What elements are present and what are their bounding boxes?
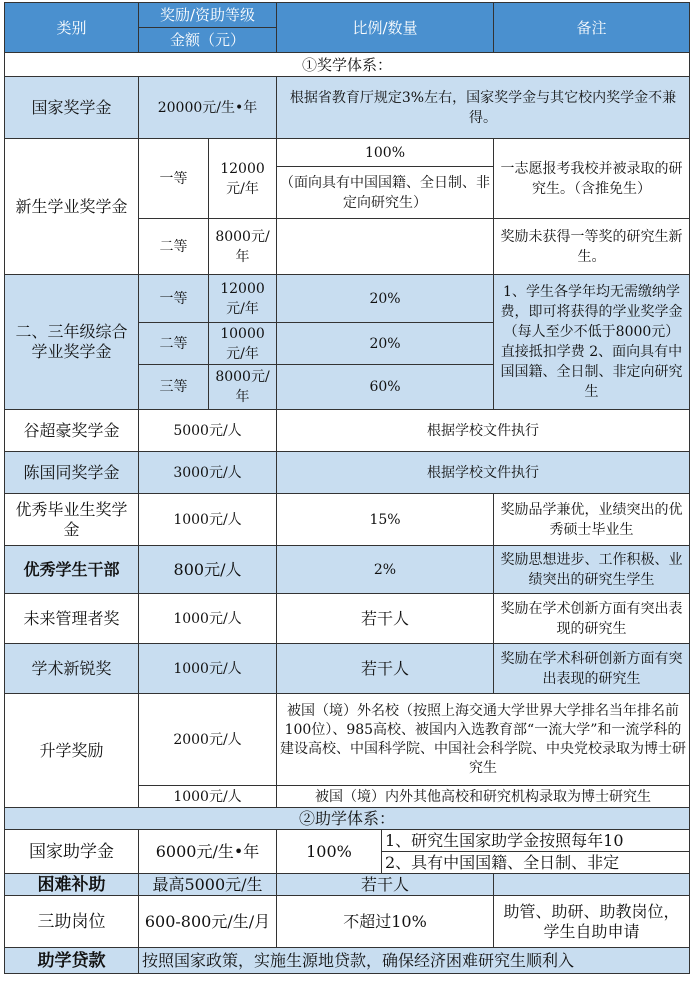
comp-second-ratio: 20% — [277, 323, 494, 365]
academic-ratio: 若干人 — [277, 644, 494, 694]
freshman-second-grade: 二等 — [139, 219, 209, 275]
freshman-second-amount: 8000元/年 — [209, 219, 277, 275]
national-aid-amount: 6000元/生•年 — [139, 830, 277, 874]
comprehensive-name: 二、三年级综合学业奖学金 — [5, 275, 139, 410]
comp-first-ratio: 20% — [277, 275, 494, 323]
graduate-name: 优秀毕业生奖学金 — [5, 494, 139, 546]
cadre-amount: 800元/人 — [139, 546, 277, 594]
header-category: 类别 — [5, 3, 139, 53]
comp-first-grade: 一等 — [139, 275, 209, 323]
cadre-remark: 奖励思想进步、工作积极、业绩突出的研究生学生 — [494, 546, 690, 594]
header-remark: 备注 — [494, 3, 690, 53]
freshman-first-grade: 一等 — [139, 139, 209, 219]
header-row — [5, 3, 690, 28]
national-aid-remark-2: 2、具有中国国籍、全日制、非定 — [382, 852, 690, 874]
freshman-second-remark: 奖励未获得一等奖的研究生新生。 — [494, 219, 690, 275]
three-aid-remark: 助管、助研、助教岗位，学生自助申请 — [494, 896, 690, 948]
freshman-name: 新生学业奖学金 — [5, 139, 139, 275]
scholarship-table — [4, 2, 690, 974]
comp-second-amount: 10000元/年 — [209, 323, 277, 365]
national-scholarship-remark: 根据省教育厅规定3%左右，国家奖学金与其它校内奖学金不兼得。 — [277, 77, 690, 139]
graduate-ratio: 15% — [277, 494, 494, 546]
academic-remark: 奖励在学术科研创新方面有突出表现的研究生 — [494, 644, 690, 694]
comp-third-grade: 三等 — [139, 365, 209, 410]
three-aid-ratio: 不超过10% — [277, 896, 494, 948]
academic-name: 学术新锐奖 — [5, 644, 139, 694]
academic-amount: 1000元/人 — [139, 644, 277, 694]
section-aid-title: ②助学体系： — [5, 808, 690, 830]
three-aid-name: 三助岗位 — [5, 896, 139, 948]
loan-desc: 按照国家政策，实施生源地贷款，确保经济困难研究生顺利入 — [139, 948, 690, 974]
header-award-level: 奖励/资助等级 — [139, 3, 277, 28]
future-remark: 奖励在学术创新方面有突出表现的研究生 — [494, 594, 690, 644]
cadre-name: 优秀学生干部 — [5, 546, 139, 594]
graduate-amount: 1000元/人 — [139, 494, 277, 546]
loan-name: 助学贷款 — [5, 948, 139, 974]
further-amount-1: 2000元/人 — [139, 694, 277, 786]
header-amount: 金额（元） — [139, 28, 277, 53]
freshman-first-amount: 12000元/年 — [209, 139, 277, 219]
national-aid-remark-1: 1、研究生国家助学金按照每年10 — [382, 830, 690, 852]
section-scholarship-title: ①奖学体系： — [5, 53, 690, 77]
future-amount: 1000元/人 — [139, 594, 277, 644]
national-scholarship-name: 国家奖学金 — [5, 77, 139, 139]
further-desc-2: 被国（境）内外其他高校和研究机构录取为博士研究生 — [277, 786, 690, 808]
chen-name: 陈国同奖学金 — [5, 452, 139, 494]
future-name: 未来管理者奖 — [5, 594, 139, 644]
hardship-name: 困难补助 — [5, 874, 139, 896]
comp-second-grade: 二等 — [139, 323, 209, 365]
future-ratio: 若干人 — [277, 594, 494, 644]
gu-ratio: 根据学校文件执行 — [277, 410, 690, 452]
three-aid-amount: 600-800元/生/月 — [139, 896, 277, 948]
comprehensive-remark: 1、学生各学年均无需缴纳学费，即可将获得的学业奖学金（每人至少不低于8000元）直接抵扣学费 2、面向具有中国国籍、全日制、非定向研究生 — [494, 275, 690, 410]
comp-third-ratio: 60% — [277, 365, 494, 410]
hardship-ratio: 若干人 — [277, 874, 494, 896]
freshman-second-ratio — [277, 219, 494, 275]
comp-first-amount: 12000元/年 — [209, 275, 277, 323]
chen-ratio: 根据学校文件执行 — [277, 452, 690, 494]
graduate-remark: 奖励品学兼优，业绩突出的优秀硕士毕业生 — [494, 494, 690, 546]
gu-name: 谷超豪奖学金 — [5, 410, 139, 452]
header-ratio: 比例/数量 — [277, 3, 494, 53]
cadre-ratio: 2% — [277, 546, 494, 594]
hardship-amount: 最高5000元/生 — [139, 874, 277, 896]
further-amount-2: 1000元/人 — [139, 786, 277, 808]
gu-amount: 5000元/人 — [139, 410, 277, 452]
further-desc-1: 被国（境）外名校（按照上海交通大学世界大学排名当年排名前100位）、985高校、被国内入选教育部“一流大学”和一流学科的建设高校、中国科学院、中国社会科学院、中央党校录取为博士研究生 — [277, 694, 690, 786]
freshman-ratio-note: （面向具有中国国籍、全日制、非定向研究生） — [277, 167, 494, 219]
comp-third-amount: 8000元/年 — [209, 365, 277, 410]
hardship-remark — [494, 874, 690, 896]
chen-amount: 3000元/人 — [139, 452, 277, 494]
national-aid-name: 国家助学金 — [5, 830, 139, 874]
further-name: 升学奖励 — [5, 694, 139, 808]
national-aid-ratio: 100% — [277, 830, 382, 874]
national-scholarship-amount: 20000元/生•年 — [139, 77, 277, 139]
freshman-first-remark: 一志愿报考我校并被录取的研究生。（含推免生） — [494, 139, 690, 219]
freshman-first-ratio: 100% — [277, 139, 494, 167]
